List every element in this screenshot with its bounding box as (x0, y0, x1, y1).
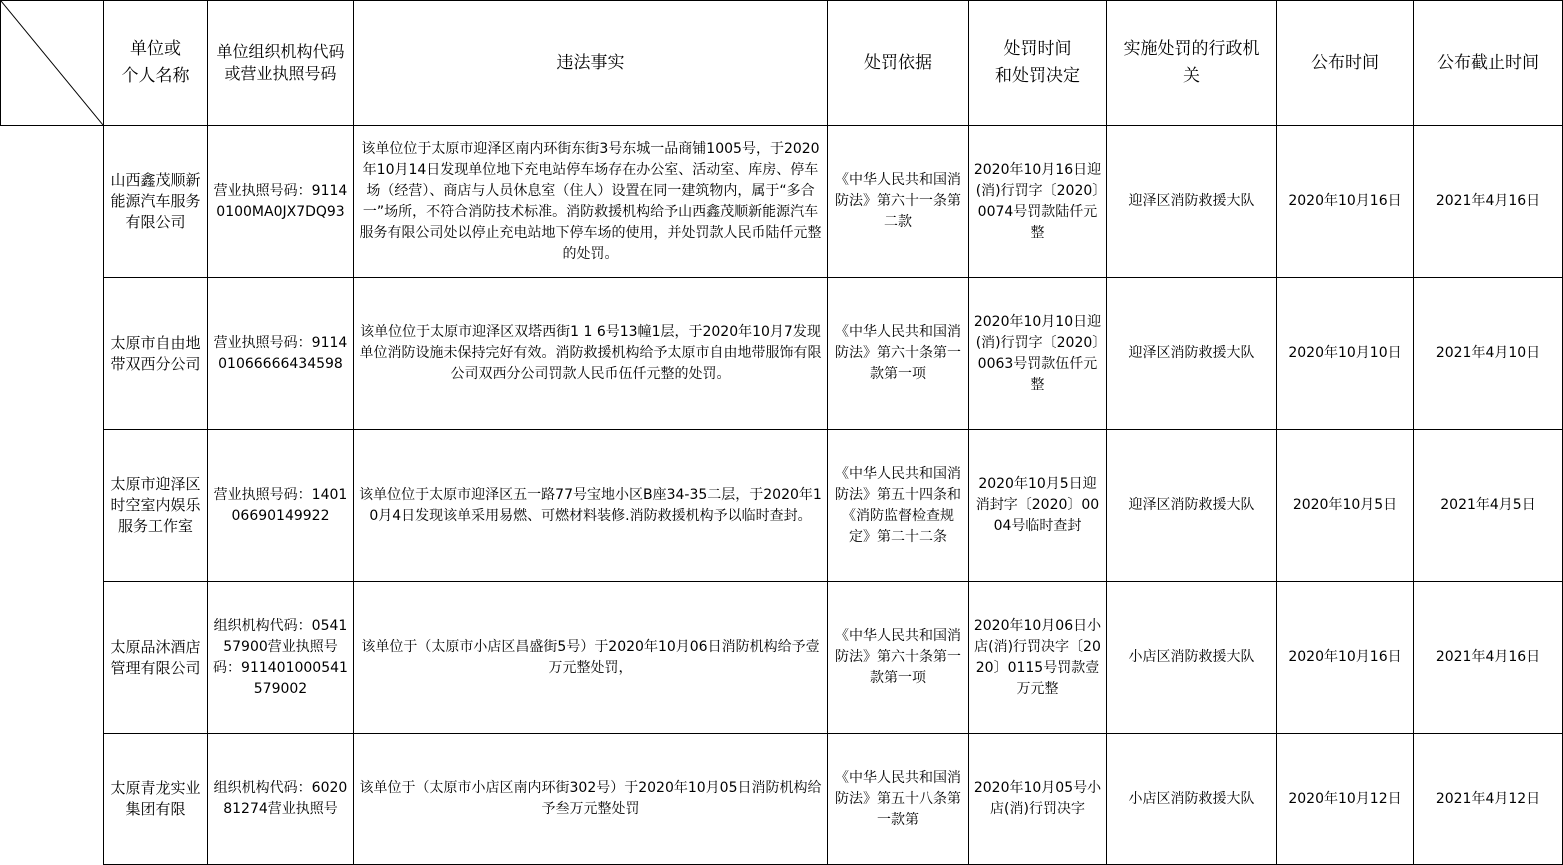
cell-deadline: 2021年4月10日 (1414, 278, 1563, 430)
header-row (1, 1, 1563, 126)
cell-code: 组织机构代码：054157900营业执照号码：911401000541579002 (208, 582, 354, 734)
cell-publish-date: 2020年10月5日 (1277, 430, 1414, 582)
table-row (1, 582, 1563, 734)
cell-deadline: 2021年4月16日 (1414, 126, 1563, 278)
cell-decision: 2020年10月10日迎(消)行罚字〔2020〕0063号罚款伍仟元整 (969, 278, 1107, 430)
table-row (1, 734, 1563, 865)
table-row (1, 126, 1563, 278)
cell-decision: 2020年10月16日迎(消)行罚字〔2020〕0074号罚款陆仟元整 (969, 126, 1107, 278)
cell-publish-date: 2020年10月10日 (1277, 278, 1414, 430)
cell-publish-date: 2020年10月16日 (1277, 126, 1414, 278)
cell-deadline: 2021年4月12日 (1414, 734, 1563, 865)
header-deadline: 公布截止时间 (1414, 1, 1563, 126)
cell-agency: 迎泽区消防救援大队 (1107, 278, 1277, 430)
header-agency: 实施处罚的行政机 关 (1107, 1, 1277, 126)
table-row (1, 278, 1563, 430)
cell-basis: 《中华人民共和国消防法》第六十一条第二款 (828, 126, 969, 278)
header-decision: 处罚时间 和处罚决定 (969, 1, 1107, 126)
diagonal-line (1, 1, 103, 125)
cell-basis: 《中华人民共和国消防法》第五十四条和《消防监督检查规定》第二十二条 (828, 430, 969, 582)
cell-decision: 2020年10月5日迎消封字〔2020〕0004号临时查封 (969, 430, 1107, 582)
cell-code: 营业执照号码：911401066666434598 (208, 278, 354, 430)
cell-name: 太原市自由地带双西分公司 (104, 278, 208, 430)
cell-basis: 《中华人民共和国消防法》第六十条第一款第一项 (828, 582, 969, 734)
cell-decision: 2020年10月06日小店(消)行罚决字〔2020〕0115号罚款壹万元整 (969, 582, 1107, 734)
cell-agency: 小店区消防救援大队 (1107, 582, 1277, 734)
cell-name: 太原市迎泽区时空室内娱乐服务工作室 (104, 430, 208, 582)
cell-agency: 迎泽区消防救援大队 (1107, 430, 1277, 582)
cell-code: 营业执照号码：140106690149922 (208, 430, 354, 582)
cell-fact: 该单位位于太原市迎泽区五一路77号宝地小区B座34-35二层，于2020年10月4日发现该单采用易燃、可燃材料装修.消防救援机构予以临时查封。 (354, 430, 828, 582)
cell-agency: 迎泽区消防救援大队 (1107, 126, 1277, 278)
cell-name: 太原青龙实业集团有限 (104, 734, 208, 865)
cell-name: 山西鑫茂顺新能源汽车服务有限公司 (104, 126, 208, 278)
cell-fact: 该单位位于太原市迎泽区双塔西街1 1 6号13幢1层，于2020年10月7发现单位消防设施未保持完好有效。消防救援机构给予太原市自由地带服饰有限公司双西分公司罚款人民币伍仟元整的处罚。 (354, 278, 828, 430)
cell-code: 组织机构代码：602081274营业执照号 (208, 734, 354, 865)
header-basis: 处罚依据 (828, 1, 969, 126)
cell-deadline: 2021年4月5日 (1414, 430, 1563, 582)
cell-fact: 该单位位于太原市迎泽区南内环街东街3号东城一品商铺1005号，于2020年10月14日发现单位地下充电站停车场存在办公室、活动室、库房、停车场（经营）、商店与人员休息室（住人）设置在同一建筑物内，属于“多合一”场所，不符合消防技术标准。消防救援机构给予山西鑫茂顺新能源汽车服务有限公司处以停止充电站地下停车场的使用，并处罚款人民币陆仟元整的处罚。 (354, 126, 828, 278)
cell-basis: 《中华人民共和国消防法》第五十八条第一款第 (828, 734, 969, 865)
blank-first-column (1, 126, 104, 865)
cell-agency: 小店区消防救援大队 (1107, 734, 1277, 865)
header-name: 单位或 个人名称 (104, 1, 208, 126)
cell-name: 太原品沐酒店管理有限公司 (104, 582, 208, 734)
cell-code: 营业执照号码：91140100MA0JX7DQ93 (208, 126, 354, 278)
cell-basis: 《中华人民共和国消防法》第六十条第一款第一项 (828, 278, 969, 430)
cell-fact: 该单位于（太原市小店区南内环街302号）于2020年10月05日消防机构给予叁万元整处罚 (354, 734, 828, 865)
diagonal-corner-cell (1, 1, 104, 126)
header-fact: 违法事实 (354, 1, 828, 126)
cell-publish-date: 2020年10月16日 (1277, 582, 1414, 734)
cell-decision: 2020年10月05号小店(消)行罚决字 (969, 734, 1107, 865)
header-publish-date: 公布时间 (1277, 1, 1414, 126)
cell-deadline: 2021年4月16日 (1414, 582, 1563, 734)
header-code: 单位组织机构代码 或营业执照号码 (208, 1, 354, 126)
table-row (1, 430, 1563, 582)
cell-publish-date: 2020年10月12日 (1277, 734, 1414, 865)
cell-fact: 该单位于（太原市小店区昌盛街5号）于2020年10月06日消防机构给予壹万元整处罚， (354, 582, 828, 734)
